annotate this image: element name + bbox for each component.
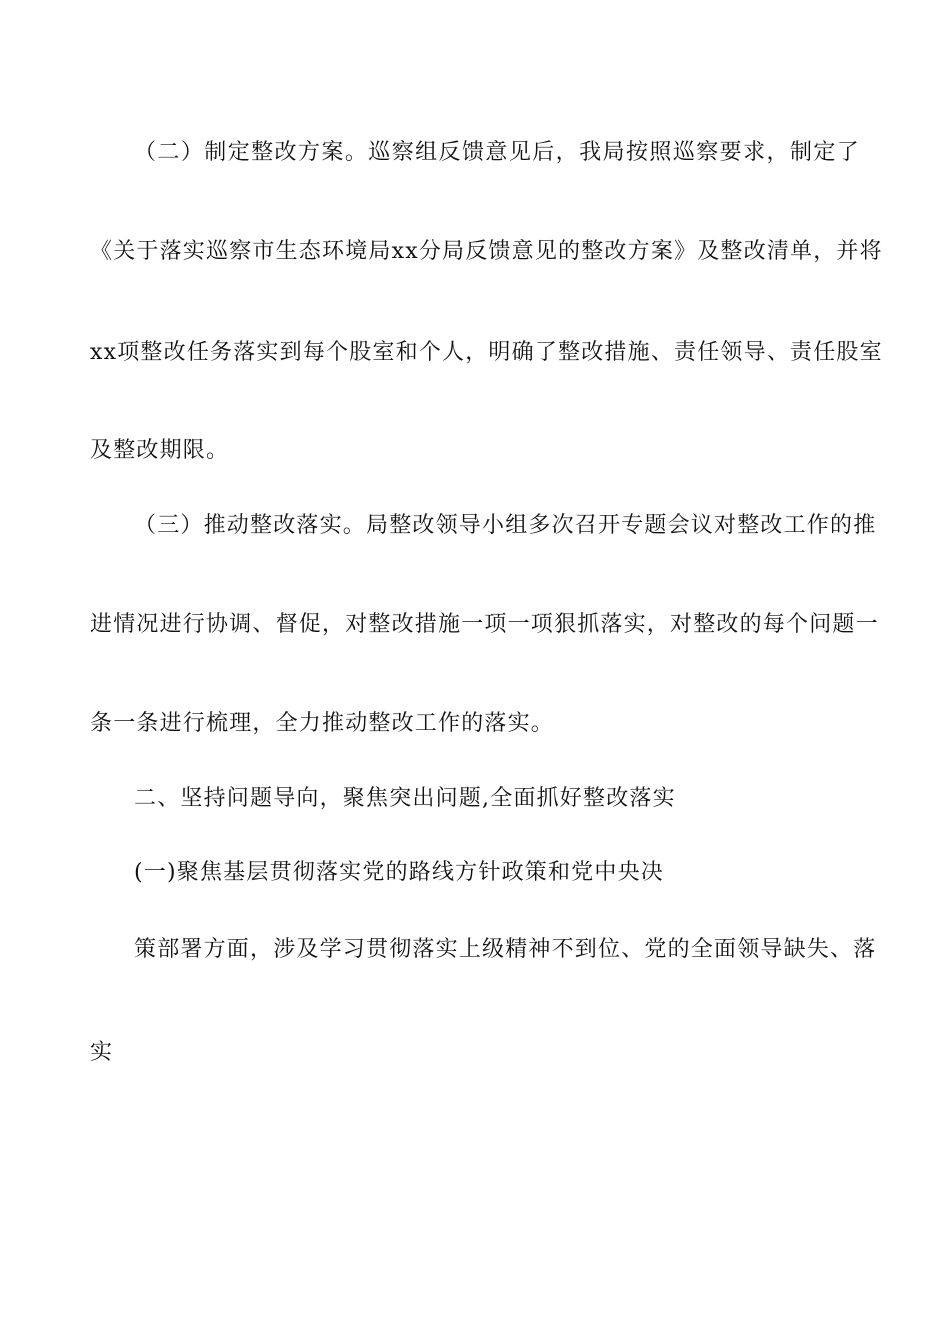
paragraph-2-line-3: xx项整改任务落实到每个股室和个人，明确了整改措施、责任领导、责任股室 [90,340,883,365]
paragraph-2-line-1: （二）制定整改方案。巡察组反馈意见后，我局按照巡察要求，制定了 [134,140,860,165]
paragraph-2-line-2: 《关于落实巡察市生态环境局xx分局反馈意见的整改方案》及整改清单，并将 [90,239,883,264]
paragraph-3-line-1: （三）推动整改落实。局整改领导小组多次召开专题会议对整改工作的推 [134,513,877,538]
paragraph-4-line-2: 实 [90,1040,114,1065]
section-heading-2: 二、坚持问题导向，聚焦突出问题,全面抓好整改落实 [134,786,676,811]
paragraph-4-line-1: 策部署方面，涉及学习贯彻落实上级精神不到位、党的全面领导缺失、落 [134,937,877,962]
subsection-heading-1: (一)聚焦基层贯彻落实党的路线方针政策和党中央决 [134,860,664,885]
paragraph-2-line-4: 及整改期限。 [90,438,230,463]
paragraph-3-line-2: 进情况进行协调、督促，对整改措施一项一项狠抓落实，对整改的每个问题一 [90,612,879,637]
paragraph-3-line-3: 条一条进行梳理，全力推动整改工作的落实。 [90,711,555,736]
